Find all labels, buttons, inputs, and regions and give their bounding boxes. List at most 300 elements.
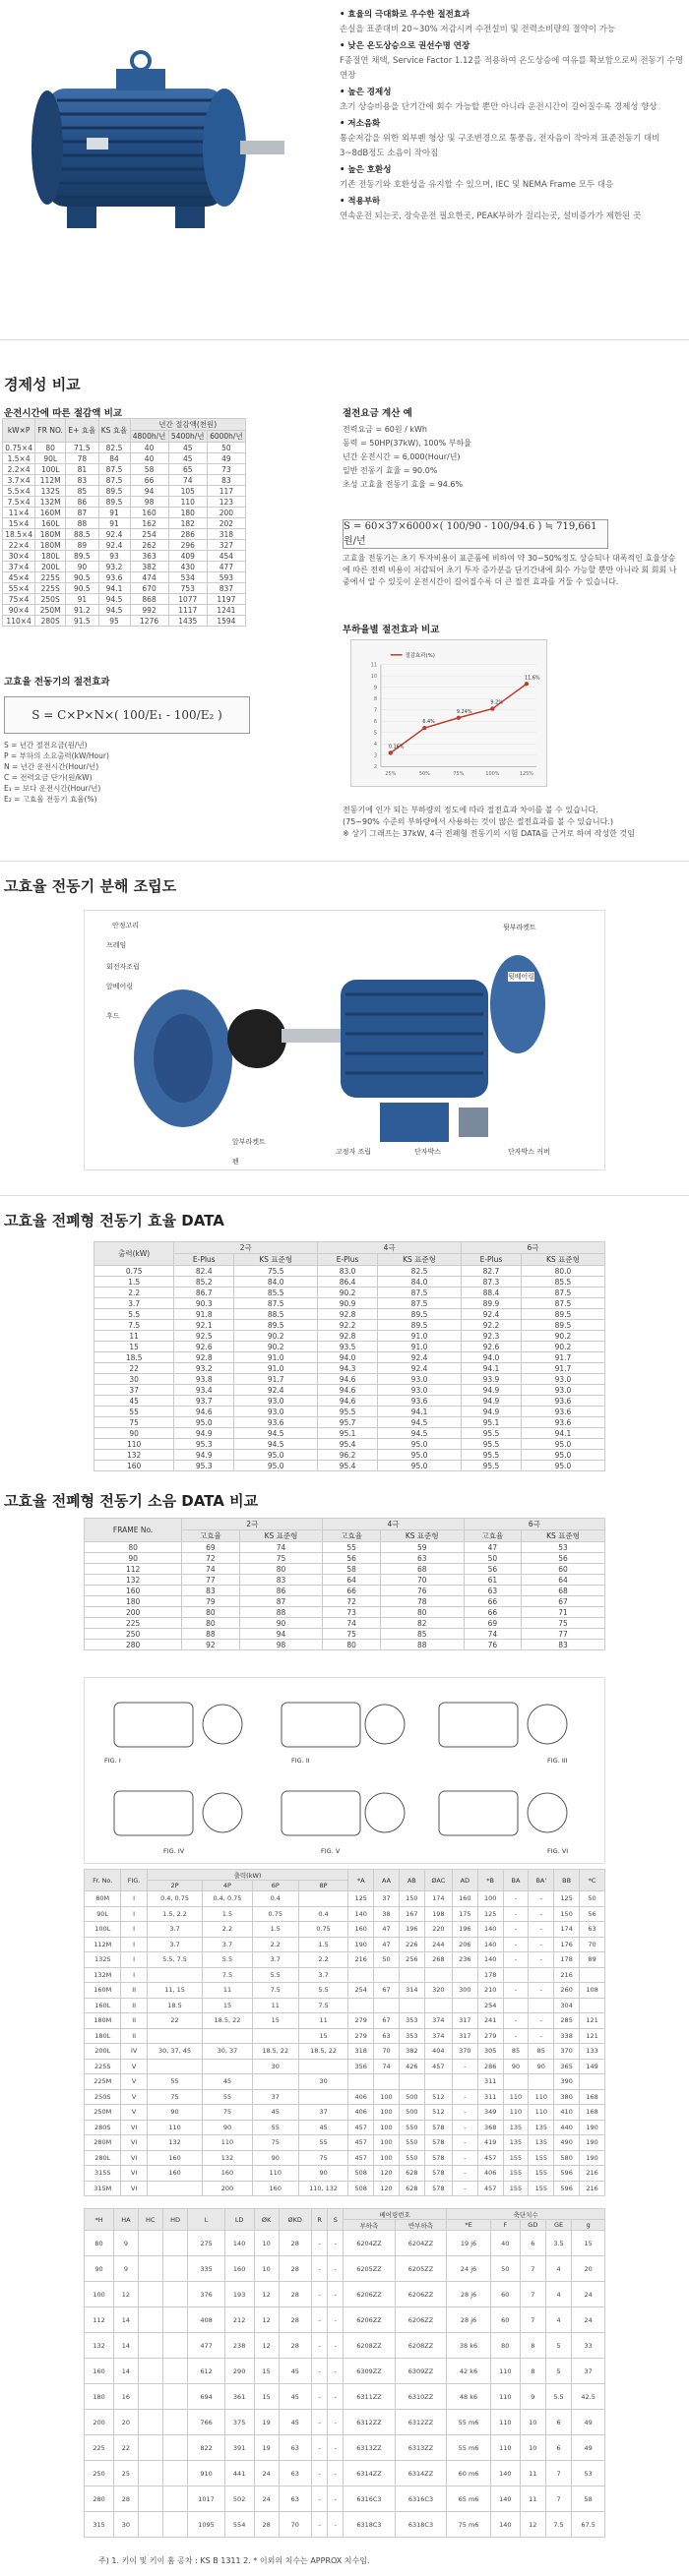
table-row (94, 1396, 605, 1407)
table-cell: 75×4 (3, 594, 35, 605)
table-cell: - (529, 1983, 554, 1999)
table-cell: 241 (477, 2013, 503, 2029)
table-cell (203, 2028, 252, 2044)
table-cell: 160L (35, 518, 66, 529)
table-cell: - (328, 2256, 344, 2282)
table-cell: 628 (399, 2166, 424, 2182)
table-cell: 1117 (168, 605, 207, 616)
table-cell: 110 (490, 2435, 520, 2461)
table-cell (252, 2074, 298, 2090)
dimension-table-2 (84, 2208, 605, 2538)
table-cell: 4 (545, 2282, 571, 2307)
table-cell: 90 (66, 562, 98, 572)
table-cell: 30 (252, 2059, 298, 2074)
table-cell: 180 (85, 1596, 182, 1607)
table-cell (138, 2410, 162, 2435)
savings-table (2, 418, 246, 627)
table-cell: 132S (85, 1952, 121, 1968)
table-cell: 18.5 (147, 1998, 202, 2013)
table-cell: 24 (572, 2307, 605, 2333)
table-cell: 90.2 (234, 1342, 318, 1352)
table-cell: 457 (348, 2120, 374, 2135)
table-row (85, 1983, 605, 1999)
table-cell: 66 (130, 475, 168, 486)
table-cell: 91.7 (521, 1363, 604, 1374)
table-cell: 100 (374, 2089, 400, 2105)
table-cell: 140 (490, 2486, 520, 2512)
table-cell: 160 (85, 2359, 114, 2384)
table-cell: 454 (207, 551, 245, 562)
table-cell: 250 (85, 2461, 114, 2486)
table-cell (147, 2028, 202, 2044)
table-cell: 91.0 (377, 1331, 461, 1342)
table-row (85, 1922, 605, 1938)
table-cell: 90 (147, 2105, 202, 2121)
table-cell: 140 (224, 2231, 254, 2256)
table-cell: 66 (464, 1596, 521, 1607)
table-row (94, 1385, 605, 1396)
table-cell: 77 (182, 1575, 239, 1586)
table-cell: 61 (464, 1575, 521, 1586)
table-cell: 58 (572, 2486, 605, 2512)
table-cell: 6312ZZ (344, 2410, 396, 2435)
table-cell: 67 (374, 1983, 400, 1999)
table-cell: 74 (323, 1618, 380, 1629)
table-cell: 68 (380, 1564, 464, 1575)
table-cell: 100 (85, 2282, 114, 2307)
table-cell: - (529, 1952, 554, 1968)
table-cell: 70 (380, 1575, 464, 1586)
table-cell: 190 (580, 2120, 605, 2135)
table-cell: 12 (114, 2282, 139, 2307)
table-cell: 140 (477, 1937, 503, 1952)
table-cell: 10 (254, 2256, 279, 2282)
table-cell: 3.7×4 (3, 475, 35, 486)
table-header-group: 축단치수 (447, 2209, 605, 2220)
table-cell: 327 (207, 540, 245, 551)
table-cell: 72 (323, 1596, 380, 1607)
savings-formula: S = C×P×N×( 100/E₁ - 100/E₂ ) (4, 696, 250, 734)
table-cell: 87 (239, 1596, 323, 1607)
table-cell: 59 (380, 1542, 464, 1553)
table-cell: 6314ZZ (344, 2461, 396, 2486)
table-cell: IV (121, 2044, 147, 2060)
table-cell: 135 (503, 2135, 529, 2151)
table-cell: 168 (580, 2105, 605, 2121)
table-cell: 93.9 (462, 1374, 522, 1385)
table-cell: 6312ZZ (395, 2410, 447, 2435)
table-header: R (311, 2209, 327, 2231)
table-cell: 6205ZZ (395, 2256, 447, 2282)
table-cell: 100 (374, 2135, 400, 2151)
table-cell: 410 (554, 2105, 580, 2121)
table-cell: 69 (182, 1542, 239, 1553)
table-cell: 92.4 (98, 540, 130, 551)
table-cell: 95.5 (318, 1407, 378, 1417)
table-cell: - (311, 2256, 327, 2282)
part-label: 안정고리 (112, 922, 140, 929)
table-header-group: 4극 (318, 1242, 462, 1254)
table-cell: 279 (348, 2028, 374, 2044)
table-cell: 81 (66, 464, 98, 475)
table-cell: 95.0 (521, 1439, 604, 1450)
table-cell: 75 (147, 2089, 202, 2105)
table-cell: 93.0 (521, 1374, 604, 1385)
table-cell: 88 (380, 1640, 464, 1650)
data-label: 11.6% (524, 675, 540, 682)
table-cell: 24 (254, 2461, 279, 2486)
table-cell: 320 (424, 1983, 452, 1999)
chart-desc-line: 전동기에 인가 되는 부하량의 정도에 따라 절전효과 차이를 볼 수 있습니다. (343, 806, 598, 814)
table-cell (348, 1967, 374, 1983)
chart-desc-line: (75~90% 수준의 부하량에서 사용하는 것이 많은 절전효과를 볼 수 있습니다.) (343, 817, 613, 826)
table-cell: 91.7 (234, 1374, 318, 1385)
table-cell: 12 (254, 2307, 279, 2333)
table-cell (529, 1998, 554, 2013)
divider (0, 1195, 689, 1196)
table-header: L (188, 2209, 224, 2231)
table-cell: 6316C3 (395, 2486, 447, 2512)
table-cell: 94.9 (174, 1450, 234, 1461)
table-cell: 66 (464, 1607, 521, 1618)
y-tick-label: 2 (373, 764, 377, 771)
table-header: KS 표준형 (380, 1530, 464, 1542)
table-cell: 408 (188, 2307, 224, 2333)
table-cell: 174 (554, 1922, 580, 1938)
part-label: 뒷부라켓트 (503, 924, 536, 931)
table-cell: 96.2 (318, 1450, 378, 1461)
table-cell: 47 (464, 1542, 521, 1553)
table-cell: 37 (252, 2089, 298, 2105)
table-cell: 318 (207, 529, 245, 540)
table-cell: 155 (503, 2150, 529, 2166)
table-cell: 6309ZZ (395, 2359, 447, 2384)
table-cell: - (452, 2105, 477, 2121)
table-cell: 87.3 (462, 1277, 522, 1288)
table-cell (399, 1998, 424, 2013)
part-label: 단자박스 커버 (508, 1148, 550, 1156)
table-row (85, 1607, 605, 1618)
feature-body: 기존 전동기와 호환성을 유지할 수 있으며, IEC 및 NEMA Frame 모두 대응 (340, 180, 614, 190)
table-cell: 150 (554, 1906, 580, 1922)
table-cell: 0.75 (298, 1922, 347, 1938)
table-cell: 83 (239, 1575, 323, 1586)
table-cell: 12 (254, 2333, 279, 2359)
table-cell: 578 (424, 2166, 452, 2182)
table-cell: 0.75 (252, 1906, 298, 1922)
table-cell: - (311, 2384, 327, 2410)
table-cell: 89.9 (462, 1298, 522, 1309)
table-cell: 178 (477, 1967, 503, 1983)
table-cell: 314 (399, 1983, 424, 1999)
table-cell: 110 (94, 1439, 174, 1450)
table-row (85, 2461, 605, 2486)
table-cell: 63 (279, 2435, 311, 2461)
table-cell: 200 (85, 1607, 182, 1618)
table-cell: 167 (399, 1906, 424, 1922)
table-cell (162, 2410, 188, 2435)
formula-legend (4, 740, 260, 805)
feature-title: • 효율의 극대화로 우수한 절전효과 (340, 10, 470, 20)
table-cell: 6204ZZ (395, 2231, 447, 2256)
table-cell: 6204ZZ (344, 2231, 396, 2256)
table-cell (252, 2028, 298, 2044)
table-cell: 155 (503, 2181, 529, 2196)
load-efficiency-chart (350, 639, 547, 787)
table-cell: 390 (554, 2074, 580, 2090)
table-cell: 0.75 (94, 1266, 174, 1277)
table-cell: 135 (503, 2120, 529, 2135)
fig-label: FIG. IV (163, 1847, 185, 1855)
table-cell: 250M (35, 605, 66, 616)
table-cell: 198 (424, 1906, 452, 1922)
table-cell: 108 (580, 1983, 605, 1999)
table-cell: 2.2 (252, 1937, 298, 1952)
table-cell (138, 2384, 162, 2410)
table-cell: 180M (35, 529, 66, 540)
data-point (490, 706, 494, 710)
table-cell: 95.1 (462, 1417, 522, 1428)
table-header-row (85, 2209, 605, 2220)
table-cell: 135 (529, 2135, 554, 2151)
table-cell: 226 (399, 1937, 424, 1952)
table-cell: 53 (572, 2461, 605, 2486)
legend-line: P = 부하의 소요출력(kW/Hour) (4, 751, 109, 760)
table-cell: 578 (424, 2135, 452, 2151)
table-cell: 404 (424, 2044, 452, 2060)
table-cell: 133 (580, 2044, 605, 2060)
table-cell: 37 (94, 1385, 174, 1396)
table-cell: 45 (279, 2384, 311, 2410)
table-cell: 90×4 (3, 605, 35, 616)
table-cell: 63 (374, 2028, 400, 2044)
table-cell: 110 (503, 2105, 529, 2121)
table-cell: 100 (374, 2105, 400, 2121)
table-row (85, 2512, 605, 2538)
table-cell: 14 (114, 2307, 139, 2333)
table-cell: 93.6 (521, 1417, 604, 1428)
table-cell: 375 (224, 2410, 254, 2435)
table-cell: 612 (188, 2359, 224, 2384)
table-cell: 65 (168, 464, 207, 475)
table-cell: 75 m6 (447, 2512, 491, 2538)
table-cell (162, 2486, 188, 2512)
table-cell: 94.0 (462, 1352, 522, 1363)
table-cell: 160 (85, 1586, 182, 1596)
table-cell: 5 (545, 2333, 571, 2359)
table-row (94, 1352, 605, 1363)
table-cell: 91.0 (234, 1352, 318, 1363)
table-header: KS 표준형 (234, 1254, 318, 1266)
table-cell: 196 (452, 1922, 477, 1938)
table-cell: 55 (323, 1542, 380, 1553)
table-header: Fr. No. (85, 1870, 121, 1891)
table-cell: 534 (168, 572, 207, 583)
table-cell: 92.6 (462, 1342, 522, 1352)
table-cell: 296 (168, 540, 207, 551)
table-cell: 225S (85, 2059, 121, 2074)
y-tick-label: 8 (373, 696, 377, 703)
table-cell: I (121, 1937, 147, 1952)
table-cell (580, 1998, 605, 2013)
table-cell: 89.5 (98, 497, 130, 508)
table-cell (162, 2256, 188, 2282)
table-row (85, 2028, 605, 2044)
table-cell: 280 (85, 1640, 182, 1650)
table-cell: 69 (464, 1618, 521, 1629)
table-row (85, 2384, 605, 2410)
table-cell: 95.0 (377, 1461, 461, 1471)
table-cell: 132M (35, 497, 66, 508)
table-cell: - (503, 2013, 529, 2029)
exploded-view (85, 911, 606, 1171)
data-label: 6.4% (422, 719, 435, 726)
table-cell: 55 (298, 2135, 347, 2151)
table-cell: 117 (207, 486, 245, 497)
table-cell: 88 (66, 518, 98, 529)
table-cell: 238 (224, 2333, 254, 2359)
table-cell: 85.2 (174, 1277, 234, 1288)
table-cell: 3.7 (147, 1937, 202, 1952)
table-cell: 220 (424, 1922, 452, 1938)
table-cell: 200 (203, 2181, 252, 2196)
table-cell: 55 (203, 2089, 252, 2105)
table-cell: 95 (98, 616, 130, 627)
table-cell: 91 (98, 508, 130, 518)
table-row (3, 572, 246, 583)
table-cell: - (529, 2013, 554, 2029)
table-cell: 50 (490, 2256, 520, 2282)
table-cell: 94.6 (318, 1396, 378, 1407)
table-cell: 18.5, 22 (298, 2044, 347, 2060)
table-cell: 28 (279, 2256, 311, 2282)
table-cell: 1.5 (298, 1937, 347, 1952)
table-cell: 80 (239, 1564, 323, 1575)
table-cell: 200 (207, 508, 245, 518)
table-cell: 7 (545, 2486, 571, 2512)
table-cell: - (452, 2181, 477, 2196)
table-cell: - (529, 1906, 554, 1922)
table-cell: 94.1 (98, 583, 130, 594)
table-cell: 18.5, 22 (252, 2044, 298, 2060)
table-cell: 45 (279, 2359, 311, 2384)
table-cell (138, 2461, 162, 2486)
table-cell: 180M (35, 540, 66, 551)
table-cell: - (503, 1891, 529, 1907)
table-cell: 132 (85, 2333, 114, 2359)
table-row (85, 2089, 605, 2105)
table-header: 고효율 (464, 1530, 521, 1542)
table-cell: 285 (554, 2013, 580, 2029)
table-cell: 110 (490, 2359, 520, 2384)
table-header: 6000h/년 (207, 431, 245, 443)
table-cell: 22×4 (3, 540, 35, 551)
table-cell: 155 (529, 2150, 554, 2166)
table-cell: 9 (520, 2384, 545, 2410)
table-cell: 406 (477, 2166, 503, 2182)
table-cell: 77 (522, 1629, 605, 1640)
table-cell: 70 (374, 2044, 400, 2060)
table-cell: 132 (147, 2135, 202, 2151)
table-cell: 90 (85, 1553, 182, 1564)
table-cell: 426 (399, 2059, 424, 2074)
table-cell: 2.2 (203, 1922, 252, 1938)
table-cell: 11 (298, 2013, 347, 2029)
table-cell: - (503, 2028, 529, 2044)
table-row (3, 453, 246, 464)
table-cell (298, 2059, 347, 2074)
table-cell: 100L (35, 464, 66, 475)
table-cell: 236 (452, 1952, 477, 1968)
table-cell (424, 2074, 452, 2090)
table-cell: 95.5 (462, 1428, 522, 1439)
table-cell: 250S (85, 2089, 121, 2105)
table-cell: 155 (529, 2166, 554, 2182)
assembly-title: 고효율 전동기 분해 조립도 (4, 877, 177, 895)
table-row (85, 2135, 605, 2151)
table-cell: 132 (94, 1450, 174, 1461)
legend-label: 절감효과(%) (405, 652, 435, 659)
table-cell: 508 (348, 2181, 374, 2196)
table-cell (580, 2074, 605, 2090)
table-cell: 206 (452, 1937, 477, 1952)
table-cell: 200 (85, 2410, 114, 2435)
table-cell: V (121, 2089, 147, 2105)
feature-title: • 높은 경제성 (340, 88, 392, 97)
table-cell: 75 (239, 1553, 323, 1564)
table-cell: 94.1 (462, 1363, 522, 1374)
table-cell: 90.2 (318, 1288, 378, 1298)
table-cell: 1.5 (203, 1906, 252, 1922)
table-cell: 38 (374, 1906, 400, 1922)
table-cell: 11, 15 (147, 1983, 202, 1999)
y-tick-label: 3 (373, 752, 377, 759)
table-cell: 93.6 (377, 1396, 461, 1407)
table-cell: 70 (279, 2512, 311, 2538)
table-cell: 80 (182, 1607, 239, 1618)
table-cell: 89.5 (377, 1309, 461, 1320)
table-cell: 0.75×4 (3, 443, 35, 453)
table-cell: 150 (399, 1891, 424, 1907)
table-cell: 286 (477, 2059, 503, 2074)
table-cell: - (311, 2461, 327, 2486)
table-row (3, 497, 246, 508)
table-cell: 56 (580, 1906, 605, 1922)
table-row (85, 1575, 605, 1586)
table-cell: 28 (279, 2231, 311, 2256)
table-cell: 30, 37 (203, 2044, 252, 2060)
table-cell: 365 (554, 2059, 580, 2074)
table-cell: 55×4 (3, 583, 35, 594)
table-cell: 95.0 (234, 1461, 318, 1471)
table-cell: 75 (203, 2105, 252, 2121)
table-cell: VI (121, 2120, 147, 2135)
table-header-group: 년간 절감액(천원) (130, 419, 246, 431)
table-cell: 89 (580, 1952, 605, 1968)
table-cell: 212 (224, 2307, 254, 2333)
table-cell: 474 (130, 572, 168, 583)
table-header: FR NO. (35, 419, 66, 443)
table-header-group: 출력(kW) (147, 1870, 347, 1881)
table-cell: 55 m6 (447, 2435, 491, 2461)
table-cell: 74 (374, 2059, 400, 2074)
table-header-row (3, 419, 246, 431)
table-cell: 6316C3 (344, 2486, 396, 2512)
table-cell: 338 (554, 2028, 580, 2044)
table-cell: 2.2×4 (3, 464, 35, 475)
table-cell: 216 (580, 2181, 605, 2196)
table-cell: 93.0 (377, 1385, 461, 1396)
